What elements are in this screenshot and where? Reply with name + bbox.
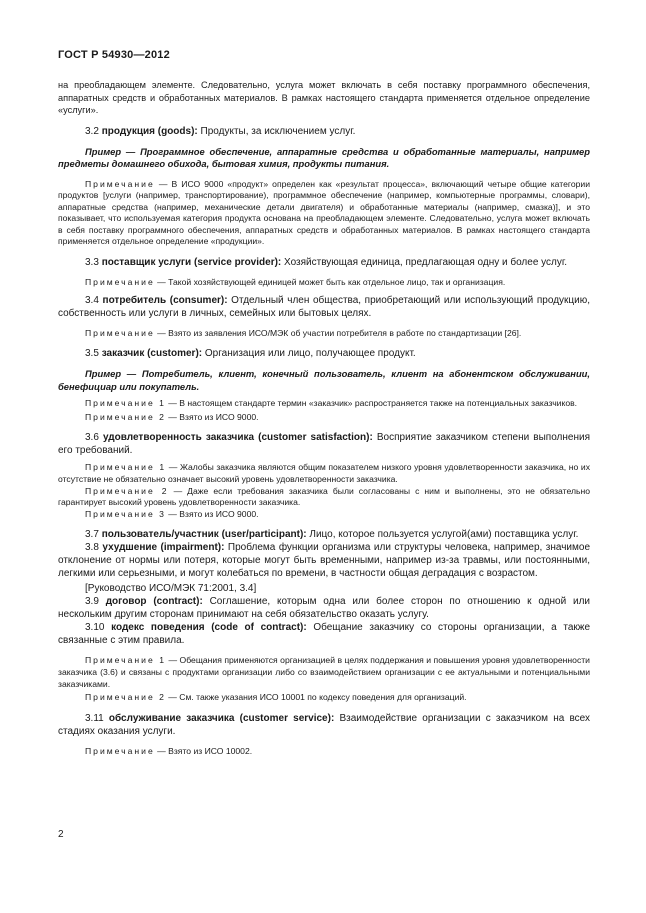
term-number: 3.2 [85, 125, 99, 137]
page-number: 2 [58, 829, 64, 840]
note-text: — Даже если требования заказчика были согласованы с ним и выполнены, это не обязательно гарантирует высокий уровень удовлетворенности заказчика. [58, 485, 590, 508]
note-label: Примечание 2 [85, 692, 166, 703]
note-3-11 [58, 746, 590, 758]
note-text: — Взято из заявления ИСО/МЭК об участии потребителя в работе по стандартизации [26]. [154, 327, 522, 338]
note-text: — В настоящем стандарте термин «заказчик» распространяется также на потенциальных заказчиков. [165, 398, 578, 409]
term-number: 3.3 [85, 257, 99, 269]
term-3-5 [58, 347, 590, 360]
term-3-6 [58, 431, 590, 457]
term-definition: Взаимодействие организации с заказчиком на всех стадиях оказания услуги. [58, 712, 590, 737]
paragraph-continuation: на преобладающем элементе. Следовательно, услуга может включать в себя поставку программного обеспечения, аппаратных средств и обработанных материалов. В рамках настоящего стандарта применяется отдельное определение «услуги». [58, 80, 590, 115]
term-title: поставщик услуги (service provider): [101, 257, 282, 269]
term-number: 3.4 [85, 294, 99, 306]
note-3-5-2 [58, 412, 590, 424]
term-definition: Обещание заказчику со стороны организации, а также связанные с этим правила. [58, 622, 591, 647]
term-definition: Организация или лицо, получающее продукт. [202, 348, 416, 360]
term-3-10 [58, 621, 590, 647]
note-text: — Такой хозяйствующей единицей может быть как отдельное лицо, так и организация. [154, 277, 506, 288]
term-3-7 [58, 528, 590, 541]
term-number: 3.11 [85, 712, 104, 724]
term-number: 3.7 [85, 529, 99, 541]
note-3-6-3 [58, 509, 590, 521]
term-definition: Хозяйствующая единица, предлагающая одну и более услуг. [281, 257, 568, 269]
note-label: Примечание 1 [85, 462, 167, 473]
note-label: Примечание 2 [85, 485, 169, 496]
term-3-3 [58, 256, 590, 269]
term-number: 3.10 [85, 622, 105, 634]
term-title: обслуживание заказчика (customer service): [108, 712, 335, 724]
note-3-6-1 [58, 462, 590, 485]
term-3-11 [58, 712, 590, 738]
note-label: Примечание [85, 277, 155, 288]
note-text: — См. также указания ИСО 10001 по кодексу поведения для организаций. [165, 692, 467, 703]
note-label: Примечание 2 [85, 411, 166, 422]
term-title: кодекс поведения (code of contract): [111, 622, 307, 634]
example-3-5: Пример — Потребитель, клиент, конечный пользователь, клиент на абонентском обслуживании, бенефициар или покупатель. [58, 368, 590, 392]
note-label: Примечание [85, 745, 155, 756]
note-text: — Взято из ИСО 10002. [154, 745, 253, 756]
term-title: потребитель (consumer): [102, 294, 228, 306]
term-title: ухудшение (impairment): [102, 542, 225, 554]
note-label: Примечание [85, 327, 155, 338]
example-3-2: Пример — Программное обеспечение, аппаратные средства и обработанные материалы, например предметы домашнего обихода, бытовая химия, продукты питания. [58, 145, 590, 169]
term-3-4 [58, 294, 590, 320]
note-3-3 [58, 277, 590, 289]
term-number: 3.9 [85, 596, 99, 608]
term-definition: Отдельный член общества, приобретающий или использующий продукцию, собственность или услуги в личных, семейных или бытовых целях. [58, 294, 590, 319]
note-text: — Жалобы заказчика являются общим показателем низкого уровня удовлетворенности заказчика, но их отсутствие не обязательно означает высокий уровень удовлетворенности заказчика. [58, 462, 590, 485]
document-body [58, 79, 590, 757]
term-definition: Проблема функции организма или структуры человека, например, значимое отклонение от нормы или потеря, которые могут быть временными, например из-за травмы, или постоянными, легкими или серьезными, и могут колебаться по времени, в частности общая деградация с возрастом. [58, 542, 591, 580]
note-label: Примечание 3 [85, 508, 166, 519]
note-3-4 [58, 328, 590, 340]
term-title: удовлетворенность заказчика (customer satisfaction): [102, 432, 373, 444]
note-3-2 [58, 179, 590, 249]
standard-header: ГОСТ Р 54930—2012 [58, 49, 170, 61]
note-3-6-2 [58, 486, 590, 509]
note-text: — Взято из ИСО 9000. [165, 508, 259, 519]
term-definition: Соглашение, которым одна или более сторон по отношению к одной или нескольким другим сторонам принимают на себя обязательство оказать услугу. [58, 596, 590, 621]
term-3-2 [58, 125, 590, 138]
term-3-8 [58, 541, 590, 580]
note-3-5-1 [58, 398, 590, 410]
note-text: — Обещания применяются организацией в целях поддержания и повышения уровня удовлетворенности заказчика (3.6) и связаны с продуктами организации либо со взаимодействием организации с ее актуальными и потенциальными заказчиками. [58, 655, 590, 689]
term-title: пользователь/участник (user/participant): [101, 529, 307, 541]
note-text: — Взято из ИСО 9000. [165, 411, 259, 422]
note-3-10-1 [58, 655, 590, 690]
term-number: 3.8 [85, 542, 99, 554]
term-definition: Восприятие заказчиком степени выполнения его требований. [58, 432, 590, 457]
note-label: Примечание 1 [85, 655, 166, 666]
reference-3-8: [Руководство ИСО/МЭК 71:2001, 3.4] [85, 583, 257, 595]
note-label: Примечание 1 [85, 398, 166, 409]
term-title: заказчик (customer): [101, 348, 203, 360]
term-number: 3.6 [85, 432, 99, 444]
note-text: — В ИСО 9000 «продукт» определен как «результат процесса», включающий четыре общие категории продуктов [услуги (например, транспортирование), программное обеспечение (например, компьютерные программы, словари), аппаратные средства (например, механические детали двигателя) и обработанные материалы (например, смазка)], и это показывает, что используемая категория продукта основана на преобладающем элементе. Следовательно, услуга может включать в себя поставку программного обеспечения, аппаратных средств и обработанных материалов. В рамках настоящего стандарта применяется отдельное определение «продукции». [58, 178, 590, 247]
term-number: 3.5 [85, 348, 99, 360]
note-label: Примечание [85, 178, 155, 189]
note-3-10-2 [58, 692, 590, 704]
term-title: продукция (goods): [101, 125, 198, 137]
term-definition: Лицо, которое пользуется услугой(ами) поставщика услуг. [306, 529, 579, 541]
term-definition: Продукты, за исключением услуг. [197, 125, 356, 137]
term-title: договор (contract): [105, 596, 203, 608]
term-3-9 [58, 595, 590, 621]
